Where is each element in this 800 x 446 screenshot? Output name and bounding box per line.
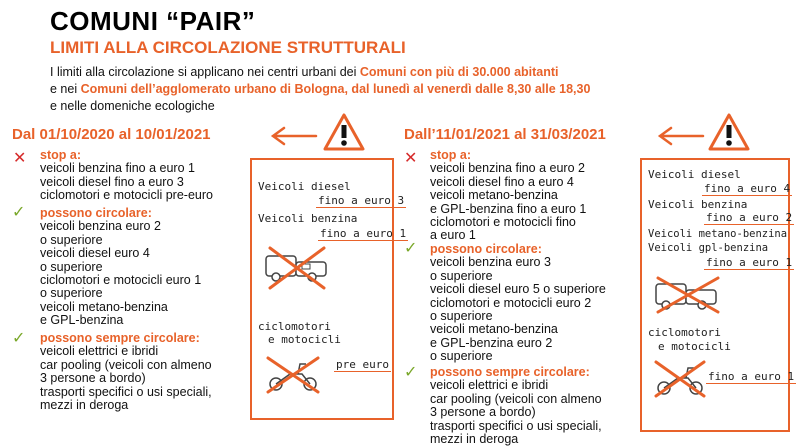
card-right-diesel: Veicoli diesel: [648, 168, 741, 181]
card-right-gpl: Veicoli gpl-benzina: [648, 242, 769, 254]
right-period-title: Dall’11/01/2021 al 31/03/2021: [404, 126, 606, 143]
check-icon: ✓: [12, 204, 26, 221]
intro-line1: I limiti alla circolazione si applicano nei centri urbani dei: [50, 65, 360, 79]
right-stop-block: [430, 149, 586, 243]
left-allowed-block: [40, 207, 201, 328]
right-always-item: car pooling (veicoli con almeno: [430, 391, 602, 406]
left-period-title: Dal 01/10/2020 al 10/01/2021: [12, 126, 211, 143]
card-left-moto-limit: pre euro: [336, 358, 389, 371]
card-right-metano: Veicoli metano-benzina: [648, 228, 788, 240]
left-allowed-item: veicoli diesel euro 4: [40, 246, 150, 261]
card-right-moto-limit: fino a euro 1: [708, 370, 795, 383]
check-icon: ✓: [404, 364, 418, 381]
card-left-moto2: e motocicli: [268, 333, 341, 346]
left-allowed-item: ciclomotori e motocicli euro 1: [40, 273, 202, 288]
right-allowed-item: o superiore: [430, 309, 493, 324]
intro-highlight-1: Comuni con più di 30.000 abitanti: [359, 65, 559, 79]
warning-icon: [707, 112, 751, 152]
car-crossed-icon: [262, 244, 342, 292]
left-allowed-item: o superiore: [40, 286, 103, 301]
card-right-moto: ciclomotori: [648, 326, 721, 339]
stop-x-icon: ✕: [13, 150, 27, 167]
left-stop-item: ciclomotori e motocicli pre-euro: [40, 188, 213, 203]
stop-x-icon: ✕: [404, 150, 418, 167]
card-right-benzina-limit: fino a euro 2: [706, 211, 793, 224]
intro-text: [50, 64, 770, 115]
right-allowed-block: [430, 243, 606, 364]
right-always-item: trasporti specifici o usi speciali,: [430, 418, 602, 433]
left-always-item: veicoli elettrici e ibridi: [40, 344, 159, 359]
right-stop-item: a euro 1: [430, 228, 476, 243]
right-always-item: veicoli elettrici e ibridi: [430, 378, 549, 393]
card-left-moto: ciclomotori: [258, 320, 331, 333]
left-stop-block: [40, 149, 213, 203]
card-left-benzina-limit: fino a euro 1: [320, 227, 407, 240]
card-left-diesel: Veicoli diesel: [258, 180, 351, 193]
warning-icon: [322, 112, 366, 152]
left-arrow-icon: [655, 126, 705, 146]
right-allowed-item: o superiore: [430, 268, 493, 283]
left-arrow-icon: [268, 126, 318, 146]
left-always-item: mezzi in deroga: [40, 398, 129, 413]
left-allowed-label: possono circolare:: [40, 206, 152, 220]
right-stop-item: e GPL-benzina fino a euro 1: [430, 201, 587, 216]
left-always-item: trasporti specifici o usi speciali,: [40, 384, 212, 399]
left-always-item: 3 persone a bordo): [40, 371, 146, 386]
right-allowed-item: e GPL-benzina euro 2: [430, 335, 553, 350]
right-stop-item: ciclomotori e motocicli fino: [430, 215, 576, 230]
right-allowed-item: ciclomotori e motocicli euro 2: [430, 295, 592, 310]
left-stop-item: veicoli diesel fino a euro 3: [40, 174, 184, 189]
check-icon: ✓: [404, 240, 418, 257]
left-always-label: possono sempre circolare:: [40, 331, 200, 345]
left-always-block: [40, 332, 212, 412]
right-stop-item: veicoli metano-benzina: [430, 188, 558, 203]
card-left-diesel-limit: fino a euro 3: [318, 194, 405, 207]
right-always-block: [430, 366, 602, 446]
intro-line2: e nei: [50, 82, 81, 96]
card-right-gas-limit: fino a euro 1: [706, 256, 793, 269]
scooter-crossed-icon: [652, 358, 710, 400]
intro-line3: e nelle domeniche ecologiche: [50, 99, 215, 113]
right-allowed-item: veicoli benzina euro 3: [430, 255, 551, 270]
right-stop-label: stop a:: [430, 148, 471, 162]
intro-highlight-2: Comuni dell’agglomerato urbano di Bologna, dal lunedì al venerdì dalle 8,30 alle 18,30: [80, 82, 591, 96]
left-allowed-item: veicoli benzina euro 2: [40, 219, 161, 234]
card-left-benzina: Veicoli benzina: [258, 212, 358, 225]
right-stop-item: veicoli diesel fino a euro 4: [430, 174, 574, 189]
page-title: COMUNI “PAIR”: [50, 6, 256, 36]
left-stop-item: veicoli benzina fino a euro 1: [40, 161, 195, 176]
check-icon: ✓: [12, 330, 26, 347]
left-allowed-item: e GPL-benzina: [40, 313, 124, 328]
car-crossed-icon: [652, 274, 732, 316]
card-right-moto2: e motocicli: [658, 340, 731, 353]
scooter-crossed-icon: [262, 352, 326, 396]
right-stop-item: veicoli benzina fino a euro 2: [430, 161, 585, 176]
right-allowed-item: o superiore: [430, 349, 493, 364]
right-always-item: mezzi in deroga: [430, 432, 519, 446]
right-allowed-item: veicoli metano-benzina: [430, 322, 558, 337]
page-subtitle: LIMITI ALLA CIRCOLAZIONE STRUTTURALI: [50, 38, 406, 57]
right-allowed-item: veicoli diesel euro 5 o superiore: [430, 282, 606, 297]
right-allowed-label: possono circolare:: [430, 242, 542, 256]
card-right-diesel-limit: fino a euro 4: [704, 182, 791, 195]
left-allowed-item: o superiore: [40, 259, 103, 274]
right-always-item: 3 persone a bordo): [430, 405, 536, 420]
left-stop-label: stop a:: [40, 148, 81, 162]
left-allowed-item: o superiore: [40, 232, 103, 247]
left-always-item: car pooling (veicoli con almeno: [40, 357, 212, 372]
right-always-label: possono sempre circolare:: [430, 365, 590, 379]
left-allowed-item: veicoli metano-benzina: [40, 299, 168, 314]
card-right-benzina: Veicoli benzina: [648, 198, 748, 211]
